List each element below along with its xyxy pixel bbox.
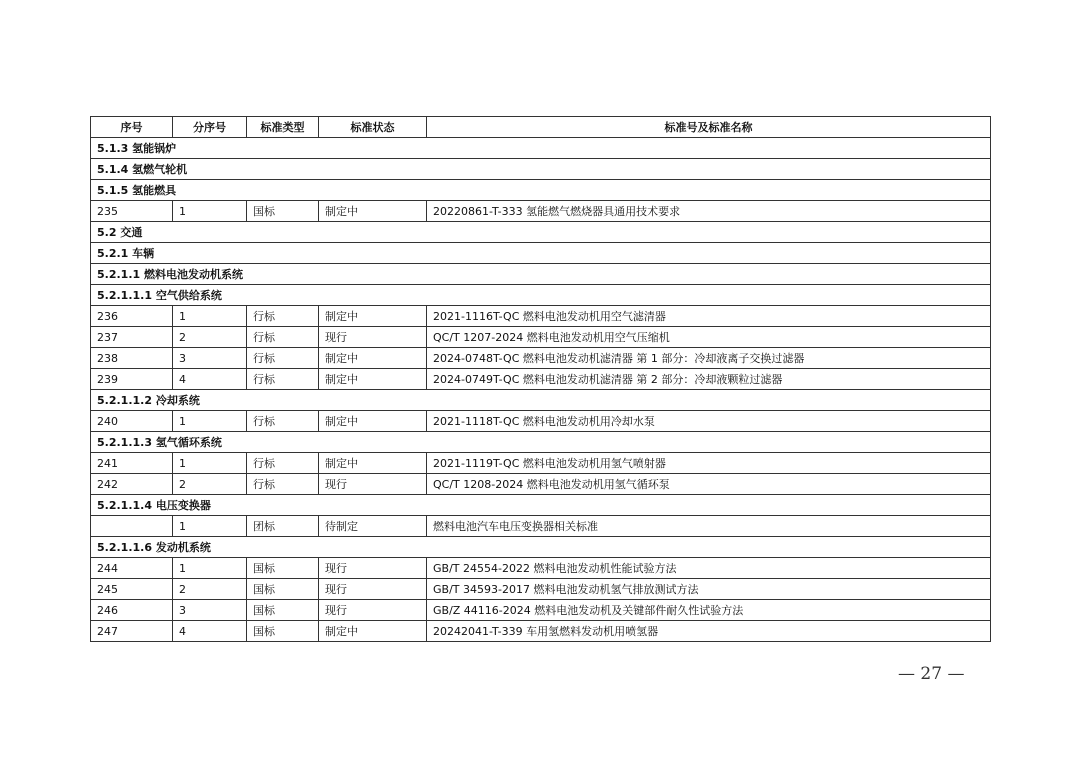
section-heading: 5.2.1.1.1 空气供给系统 — [91, 285, 991, 306]
cell-standard-type: 团标 — [247, 516, 319, 537]
cell-sub-index: 2 — [173, 327, 247, 348]
cell-standard-status: 待制定 — [319, 516, 427, 537]
cell-standard-status: 现行 — [319, 579, 427, 600]
cell-standard-status: 制定中 — [319, 411, 427, 432]
table-body — [91, 138, 991, 642]
cell-standard-type: 国标 — [247, 201, 319, 222]
cell-index: 235 — [91, 201, 173, 222]
col-header-index: 序号 — [91, 117, 173, 138]
table-row — [91, 201, 991, 222]
cell-standard-type: 行标 — [247, 327, 319, 348]
cell-index: 239 — [91, 369, 173, 390]
cell-index: 237 — [91, 327, 173, 348]
cell-standard-name: GB/T 34593-2017 燃料电池发动机氢气排放测试方法 — [427, 579, 991, 600]
section-heading: 5.2.1 车辆 — [91, 243, 991, 264]
table-row — [91, 600, 991, 621]
cell-standard-name: QC/T 1207-2024 燃料电池发动机用空气压缩机 — [427, 327, 991, 348]
table-row — [91, 516, 991, 537]
cell-standard-name: GB/T 24554-2022 燃料电池发动机性能试验方法 — [427, 558, 991, 579]
cell-standard-type: 行标 — [247, 474, 319, 495]
section-heading: 5.2.1.1.4 电压变换器 — [91, 495, 991, 516]
cell-index: 246 — [91, 600, 173, 621]
table-row — [91, 348, 991, 369]
cell-sub-index: 3 — [173, 600, 247, 621]
table-header — [91, 117, 991, 138]
section-heading: 5.1.3 氢能锅炉 — [91, 138, 991, 159]
cell-standard-type: 行标 — [247, 411, 319, 432]
cell-standard-status: 制定中 — [319, 306, 427, 327]
table-row — [91, 411, 991, 432]
cell-index: 247 — [91, 621, 173, 642]
cell-index: 238 — [91, 348, 173, 369]
cell-standard-name: 20242041-T-339 车用氢燃料发动机用喷氢器 — [427, 621, 991, 642]
cell-standard-status: 现行 — [319, 600, 427, 621]
cell-sub-index: 2 — [173, 474, 247, 495]
table-row — [91, 327, 991, 348]
cell-standard-status: 制定中 — [319, 369, 427, 390]
cell-sub-index: 1 — [173, 558, 247, 579]
section-heading: 5.1.4 氢燃气轮机 — [91, 159, 991, 180]
cell-sub-index: 1 — [173, 453, 247, 474]
cell-standard-name: 燃料电池汽车电压变换器相关标准 — [427, 516, 991, 537]
standards-table — [90, 116, 991, 642]
cell-sub-index: 1 — [173, 201, 247, 222]
table-row — [91, 306, 991, 327]
cell-standard-name: 2021-1116T-QC 燃料电池发动机用空气滤清器 — [427, 306, 991, 327]
section-row — [91, 285, 991, 306]
section-row — [91, 243, 991, 264]
cell-standard-status: 现行 — [319, 474, 427, 495]
cell-standard-name: QC/T 1208-2024 燃料电池发动机用氢气循环泵 — [427, 474, 991, 495]
col-header-standard-type: 标准类型 — [247, 117, 319, 138]
cell-standard-name: 2021-1118T-QC 燃料电池发动机用冷却水泵 — [427, 411, 991, 432]
col-header-sub-index: 分序号 — [173, 117, 247, 138]
cell-standard-type: 国标 — [247, 558, 319, 579]
cell-standard-status: 现行 — [319, 558, 427, 579]
table-row — [91, 369, 991, 390]
cell-standard-type: 行标 — [247, 453, 319, 474]
section-heading: 5.2.1.1.2 冷却系统 — [91, 390, 991, 411]
cell-sub-index: 4 — [173, 621, 247, 642]
table-row — [91, 558, 991, 579]
section-heading: 5.2.1.1 燃料电池发动机系统 — [91, 264, 991, 285]
section-row — [91, 180, 991, 201]
section-heading: 5.2.1.1.3 氢气循环系统 — [91, 432, 991, 453]
cell-sub-index: 1 — [173, 516, 247, 537]
cell-index: 241 — [91, 453, 173, 474]
section-row — [91, 537, 991, 558]
section-row — [91, 264, 991, 285]
cell-standard-type: 行标 — [247, 348, 319, 369]
cell-standard-status: 制定中 — [319, 453, 427, 474]
cell-standard-status: 制定中 — [319, 621, 427, 642]
section-row — [91, 138, 991, 159]
cell-standard-type: 国标 — [247, 600, 319, 621]
cell-sub-index: 1 — [173, 411, 247, 432]
cell-standard-status: 现行 — [319, 327, 427, 348]
cell-sub-index: 4 — [173, 369, 247, 390]
cell-standard-type: 国标 — [247, 579, 319, 600]
page-number: — 27 — — [898, 664, 965, 684]
section-row — [91, 390, 991, 411]
section-row — [91, 495, 991, 516]
cell-standard-name: 2024-0749T-QC 燃料电池发动机滤清器 第 2 部分：冷却液颗粒过滤器 — [427, 369, 991, 390]
section-heading: 5.1.5 氢能燃具 — [91, 180, 991, 201]
cell-index: 245 — [91, 579, 173, 600]
cell-standard-name: 2024-0748T-QC 燃料电池发动机滤清器 第 1 部分：冷却液离子交换过滤器 — [427, 348, 991, 369]
table-row — [91, 621, 991, 642]
cell-sub-index: 3 — [173, 348, 247, 369]
cell-index: 242 — [91, 474, 173, 495]
cell-standard-name: 20220861-T-333 氢能燃气燃烧器具通用技术要求 — [427, 201, 991, 222]
cell-index: 244 — [91, 558, 173, 579]
section-row — [91, 159, 991, 180]
cell-index — [91, 516, 173, 537]
section-heading: 5.2 交通 — [91, 222, 991, 243]
table-row — [91, 579, 991, 600]
section-row — [91, 432, 991, 453]
col-header-standard-status: 标准状态 — [319, 117, 427, 138]
section-row — [91, 222, 991, 243]
table-row — [91, 453, 991, 474]
cell-standard-type: 行标 — [247, 369, 319, 390]
cell-sub-index: 2 — [173, 579, 247, 600]
cell-sub-index: 1 — [173, 306, 247, 327]
cell-index: 236 — [91, 306, 173, 327]
header-row — [91, 117, 991, 138]
cell-standard-status: 制定中 — [319, 348, 427, 369]
cell-standard-name: GB/Z 44116-2024 燃料电池发动机及关键部件耐久性试验方法 — [427, 600, 991, 621]
cell-index: 240 — [91, 411, 173, 432]
cell-standard-status: 制定中 — [319, 201, 427, 222]
cell-standard-name: 2021-1119T-QC 燃料电池发动机用氢气喷射器 — [427, 453, 991, 474]
cell-standard-type: 国标 — [247, 621, 319, 642]
col-header-standard-name: 标准号及标准名称 — [427, 117, 991, 138]
table-row — [91, 474, 991, 495]
cell-standard-type: 行标 — [247, 306, 319, 327]
section-heading: 5.2.1.1.6 发动机系统 — [91, 537, 991, 558]
